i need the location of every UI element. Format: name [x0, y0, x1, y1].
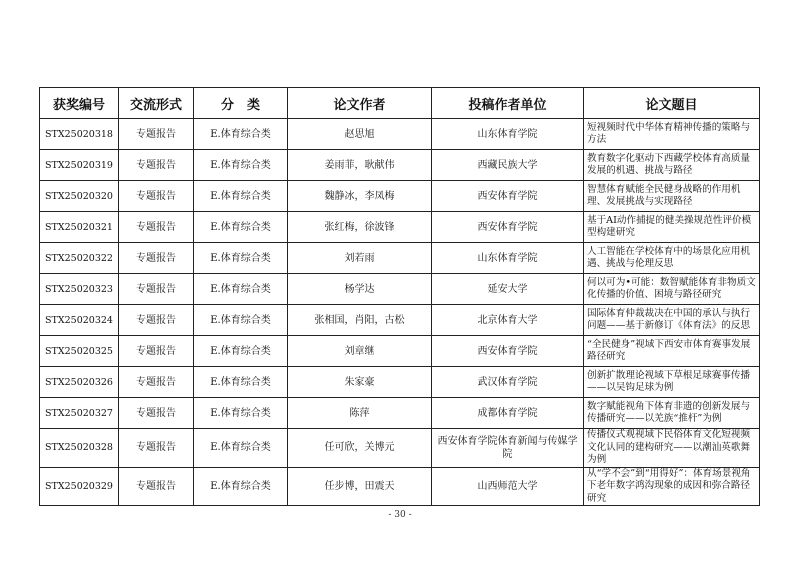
exchange-form-cell: 专题报告: [119, 467, 194, 506]
header-author-unit: 投稿作者单位: [432, 88, 584, 119]
award-id-cell: STX25020325: [40, 336, 119, 367]
authors-cell: 任步博，田震天: [288, 467, 432, 506]
category-cell: E.体育综合类: [194, 398, 288, 429]
exchange-form-cell: 专题报告: [119, 429, 194, 468]
exchange-form-cell: 专题报告: [119, 212, 194, 243]
page-number: - 30 -: [388, 510, 412, 520]
authors-cell: 杨学达: [288, 274, 432, 305]
author-unit-cell: 西安体育学院体育新闻与传媒学院: [432, 429, 584, 468]
category-cell: E.体育综合类: [194, 367, 288, 398]
award-id-cell: STX25020318: [40, 119, 119, 150]
authors-cell: 张红梅，徐波锋: [288, 212, 432, 243]
category-cell: E.体育综合类: [194, 336, 288, 367]
exchange-form-cell: 专题报告: [119, 305, 194, 336]
category-cell: E.体育综合类: [194, 212, 288, 243]
header-award-id: 获奖编号: [40, 88, 119, 119]
exchange-form-cell: 专题报告: [119, 181, 194, 212]
table-header-row: [40, 88, 760, 119]
authors-cell: 张相国，肖阳，古松: [288, 305, 432, 336]
table-row: [40, 305, 760, 336]
paper-title-cell: 数字赋能视角下体育非遗的创新发展与传播研究——以羌族“推杆”为例: [584, 398, 760, 429]
paper-title-cell: 国际体育仲裁裁决在中国的承认与执行问题——基于新修订《体育法》的反思: [584, 305, 760, 336]
exchange-form-cell: 专题报告: [119, 119, 194, 150]
header-paper-title: 论文题目: [584, 88, 760, 119]
exchange-form-cell: 专题报告: [119, 367, 194, 398]
authors-cell: 朱家豪: [288, 367, 432, 398]
table-row: [40, 398, 760, 429]
author-unit-cell: 西安体育学院: [432, 336, 584, 367]
award-id-cell: STX25020327: [40, 398, 119, 429]
authors-cell: 刘若雨: [288, 243, 432, 274]
paper-title-cell: 传播仪式观视域下民俗体育文化短视频文化认同的建构研究——以潮汕英歌舞为例: [584, 429, 760, 468]
category-cell: E.体育综合类: [194, 429, 288, 468]
award-id-cell: STX25020321: [40, 212, 119, 243]
paper-title-cell: “全民健身”视域下西安市体育赛事发展路径研究: [584, 336, 760, 367]
award-id-cell: STX25020320: [40, 181, 119, 212]
authors-cell: 魏静冰，李凤梅: [288, 181, 432, 212]
paper-title-cell: 从“学不会”到“用得好”：体育场景视角下老年数字鸿沟现象的成因和弥合路径研究: [584, 467, 760, 506]
table-row: [40, 181, 760, 212]
author-unit-cell: 北京体育大学: [432, 305, 584, 336]
author-unit-cell: 西藏民族大学: [432, 150, 584, 181]
category-cell: E.体育综合类: [194, 150, 288, 181]
exchange-form-cell: 专题报告: [119, 274, 194, 305]
table-row: [40, 336, 760, 367]
category-cell: E.体育综合类: [194, 274, 288, 305]
author-unit-cell: 西安体育学院: [432, 212, 584, 243]
author-unit-cell: 山西师范大学: [432, 467, 584, 506]
award-id-cell: STX25020323: [40, 274, 119, 305]
table-row: [40, 429, 760, 468]
authors-cell: 赵思旭: [288, 119, 432, 150]
table-row: [40, 274, 760, 305]
category-cell: E.体育综合类: [194, 119, 288, 150]
category-cell: E.体育综合类: [194, 181, 288, 212]
table-row: [40, 467, 760, 506]
table-row: [40, 119, 760, 150]
author-unit-cell: 山东体育学院: [432, 119, 584, 150]
category-cell: E.体育综合类: [194, 243, 288, 274]
header-category: 分 类: [194, 88, 288, 119]
exchange-form-cell: 专题报告: [119, 243, 194, 274]
paper-title-cell: 人工智能在学校体育中的场景化应用机遇、挑战与伦理反思: [584, 243, 760, 274]
exchange-form-cell: 专题报告: [119, 336, 194, 367]
exchange-form-cell: 专题报告: [119, 398, 194, 429]
paper-title-cell: 何以可为•可能：数智赋能体育非物质文化传播的价值、困境与路径研究: [584, 274, 760, 305]
table-body: [40, 119, 760, 506]
award-id-cell: STX25020319: [40, 150, 119, 181]
table-row: [40, 243, 760, 274]
award-table: [39, 87, 760, 506]
award-id-cell: STX25020328: [40, 429, 119, 468]
paper-title-cell: 教育数字化驱动下西藏学校体育高质量发展的机遇、挑战与路径: [584, 150, 760, 181]
award-id-cell: STX25020329: [40, 467, 119, 506]
header-exchange-form: 交流形式: [119, 88, 194, 119]
category-cell: E.体育综合类: [194, 305, 288, 336]
table-row: [40, 150, 760, 181]
authors-cell: 任可欣，关博元: [288, 429, 432, 468]
award-id-cell: STX25020326: [40, 367, 119, 398]
author-unit-cell: 山东体育学院: [432, 243, 584, 274]
category-cell: E.体育综合类: [194, 467, 288, 506]
table-row: [40, 367, 760, 398]
award-id-cell: STX25020324: [40, 305, 119, 336]
paper-title-cell: 基于AI动作捕捉的健美操规范性评价模型构建研究: [584, 212, 760, 243]
author-unit-cell: 延安大学: [432, 274, 584, 305]
header-authors: 论文作者: [288, 88, 432, 119]
exchange-form-cell: 专题报告: [119, 150, 194, 181]
authors-cell: 刘章继: [288, 336, 432, 367]
author-unit-cell: 武汉体育学院: [432, 367, 584, 398]
author-unit-cell: 西安体育学院: [432, 181, 584, 212]
table-row: [40, 212, 760, 243]
authors-cell: 陈萍: [288, 398, 432, 429]
authors-cell: 姜雨菲，耿献伟: [288, 150, 432, 181]
award-id-cell: STX25020322: [40, 243, 119, 274]
paper-title-cell: 短视频时代中华体育精神传播的策略与方法: [584, 119, 760, 150]
paper-title-cell: 创新扩散理论视域下草根足球赛事传播——以吴钩足球为例: [584, 367, 760, 398]
author-unit-cell: 成都体育学院: [432, 398, 584, 429]
paper-title-cell: 智慧体育赋能全民健身战略的作用机理、发展挑战与实现路径: [584, 181, 760, 212]
